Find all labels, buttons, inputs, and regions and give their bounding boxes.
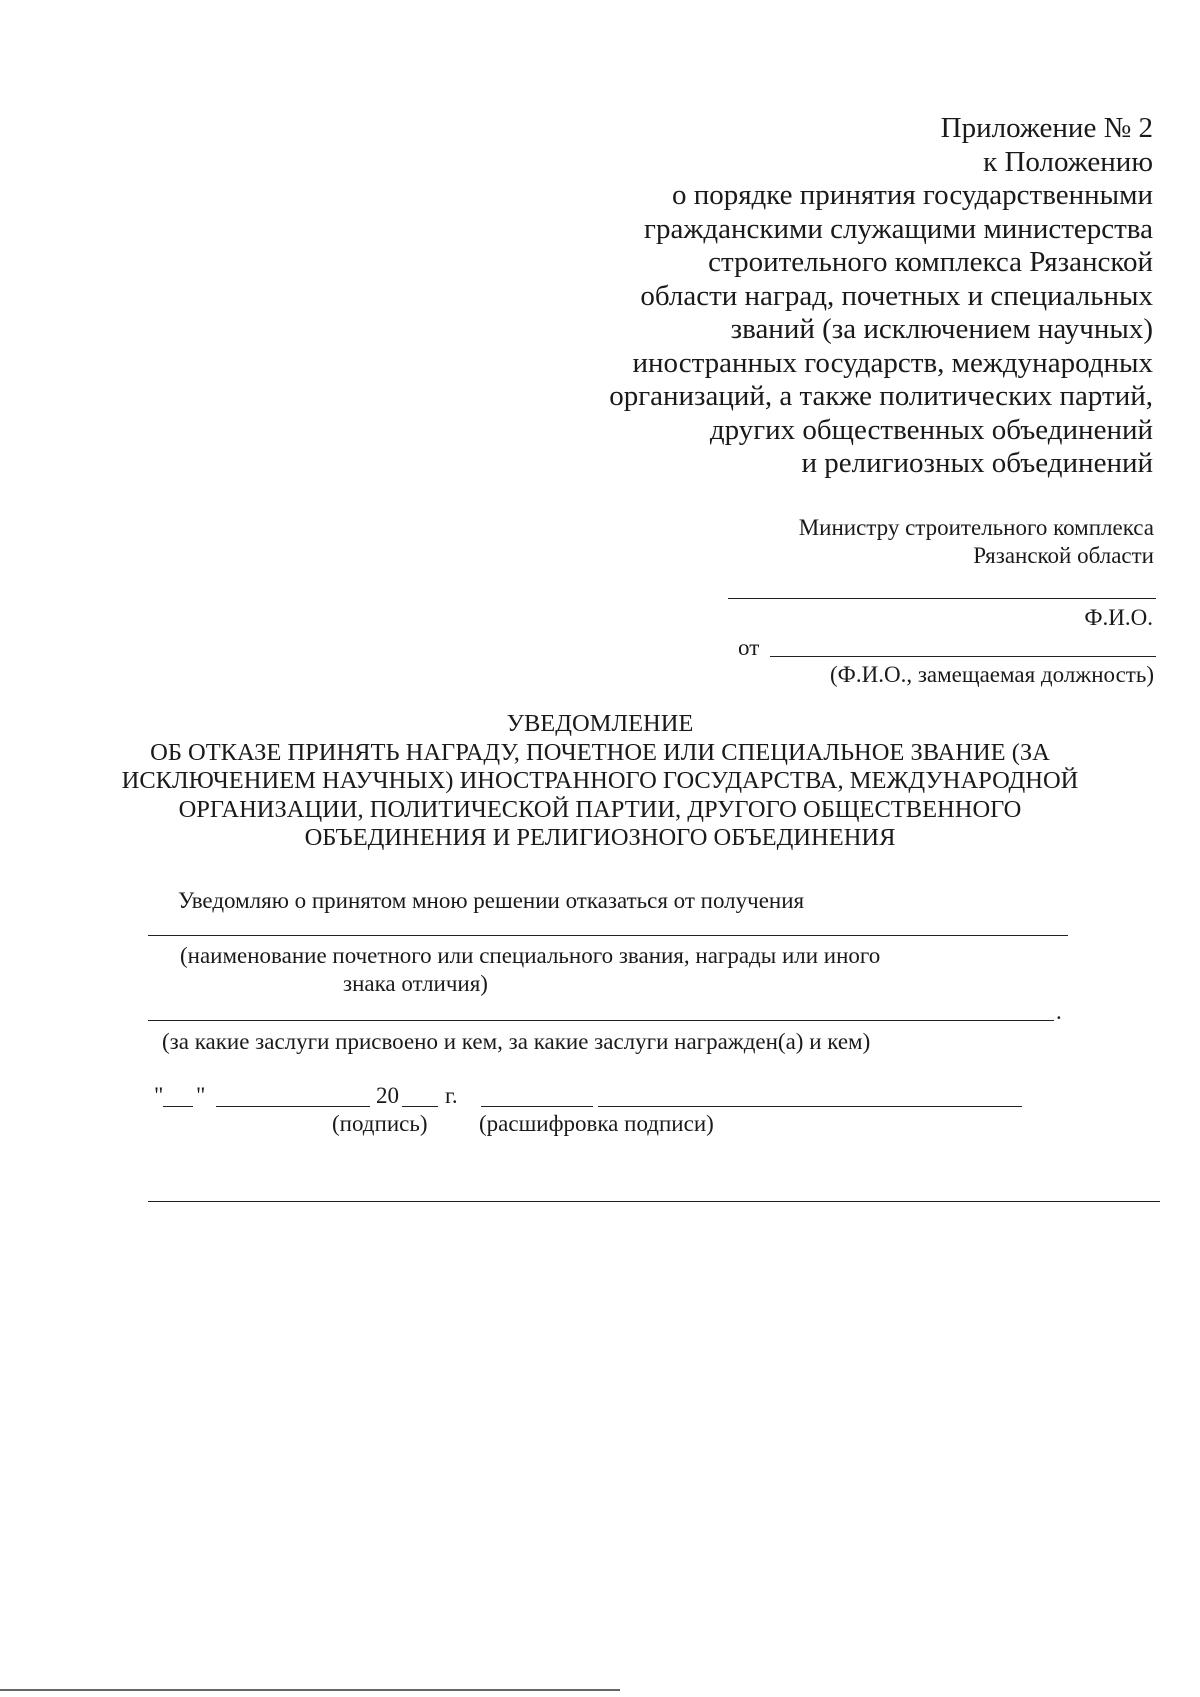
addressee-line: Министру строительного комплекса — [798, 515, 1154, 540]
signature-caption: (подпись) — [332, 1111, 428, 1136]
date-day-blank[interactable] — [163, 1106, 193, 1107]
from-label: от — [738, 635, 760, 660]
award-caption-line1: (наименование почетного или специального звания, награды или иного — [180, 943, 881, 968]
heading-line: УВЕДОМЛЕНИЕ — [506, 710, 694, 737]
heading-line: ОРГАНИЗАЦИИ, ПОЛИТИЧЕСКОЙ ПАРТИИ, ДРУГОГО ОБЩЕСТВЕННОГО — [178, 795, 1022, 823]
from-blank-line[interactable] — [770, 656, 1156, 657]
heading-line: ОБ ОТКАЗЕ ПРИНЯТЬ НАГРАДУ, ПОЧЕТНОЕ ИЛИ СПЕЦИАЛЬНОЕ ЗВАНИЕ (ЗА — [150, 738, 1050, 766]
fio-caption: Ф.И.О. — [1084, 605, 1153, 630]
appendix-line: гражданскими служащими министерства — [644, 212, 1153, 245]
signature-decode-blank[interactable] — [598, 1106, 1022, 1107]
notice-heading — [0, 710, 1200, 853]
appendix-line: званий (за исключением научных) — [730, 313, 1153, 345]
date-quote-close: " — [196, 1083, 206, 1108]
appendix-line: других общественных объединений — [709, 413, 1153, 446]
addressee-line: Рязанской области — [973, 543, 1154, 568]
date-month-blank[interactable] — [216, 1106, 370, 1107]
date-year-prefix: 20 — [376, 1083, 399, 1108]
date-year-suffix: г. — [445, 1083, 458, 1108]
from-caption: (Ф.И.О., замещаемая должность) — [830, 662, 1154, 687]
heading-line: ИСКЛЮЧЕНИЕМ НАУЧНЫХ) ИНОСТРАННОГО ГОСУДАРСТВА, МЕЖДУНАРОДНОЙ — [121, 767, 1079, 794]
registration-separator-line — [148, 1201, 1160, 1202]
appendix-line: и религиозных объединений — [801, 447, 1153, 479]
appendix-line: организаций, а также политических партий, — [609, 380, 1153, 412]
merit-blank-line[interactable] — [148, 1020, 1054, 1021]
award-name-blank-line[interactable] — [148, 935, 1068, 936]
date-year-blank[interactable] — [402, 1106, 438, 1107]
merit-caption: (за какие заслуги присвоено и кем, за какие заслуги награжден(а) и кем) — [162, 1029, 871, 1054]
appendix-line: строительного комплекса Рязанской — [708, 246, 1153, 278]
appendix-line: Приложение № 2 — [940, 112, 1153, 144]
heading-line: ОБЪЕДИНЕНИЯ И РЕЛИГИОЗНОГО ОБЪЕДИНЕНИЯ — [304, 824, 896, 851]
fio-blank-line[interactable] — [728, 598, 1156, 599]
award-caption-line2: знака отличия) — [343, 971, 488, 996]
appendix-line: иностранных государств, международных — [632, 346, 1153, 379]
appendix-line: о порядке принятия государственными — [671, 179, 1153, 211]
appendix-header — [553, 112, 1153, 481]
addressee-block — [554, 514, 1154, 570]
signature-decode-caption: (расшифровка подписи) — [479, 1111, 714, 1136]
signature-blank[interactable] — [481, 1106, 593, 1107]
appendix-line: области наград, почетных и специальных — [640, 279, 1153, 312]
scan-edge-line — [0, 1689, 620, 1691]
date-quote-open: " — [154, 1083, 164, 1108]
merit-end-mark: . — [1056, 999, 1062, 1024]
intro-text: Уведомляю о принятом мною решении отказаться от получения — [178, 888, 805, 913]
appendix-line: к Положению — [983, 145, 1153, 178]
